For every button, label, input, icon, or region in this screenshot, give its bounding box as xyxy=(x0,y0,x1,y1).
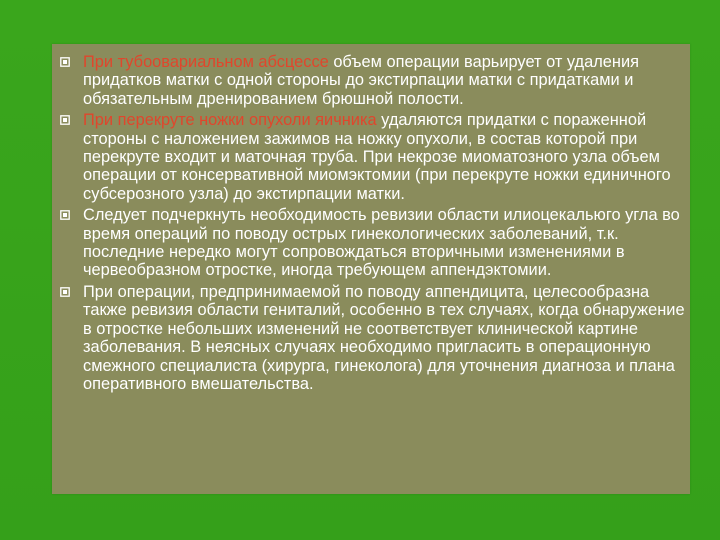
bullet-3-text: Следует подчеркнуть необходимость ревизии области илиоцекальюго угла во время операций по поводу острых гинекологических заболеваний, т.к. последние нередко могут сопровождаться вторичными изменениями в червеобразном отростке, иногда требующем аппендэктомии. xyxy=(83,206,680,280)
bullet-list xyxy=(60,53,686,396)
bullet-4-text: При операции, предпринимаемой по поводу аппендицита, целесообразна также ревизия области гениталий, особенно в тех случаях, когда обнаружение в отростке небольших изменений не соответствует клинической картине заболевания. В неясных случаях необходимо пригласить в операционную смежного специалиста (хирурга, гинеколога) для уточнения диагноза и плана оперативного вмешательства. xyxy=(83,282,685,393)
square-bullet-icon xyxy=(60,115,70,125)
bullet-1-text: объем операции варьирует от удаления придатков матки с одной стороны до экстирпации матки с придатками и обязательным дренированием брюшной полости. xyxy=(83,53,639,108)
bullet-2-highlight: При перекруте ножки опухоли яичника xyxy=(83,111,377,130)
square-bullet-icon xyxy=(60,57,70,67)
bullet-item-4 xyxy=(60,283,686,393)
bullet-1-highlight: При тубоовариальном абсцессе xyxy=(83,53,329,71)
bullet-item-1 xyxy=(60,53,686,108)
bullet-item-2 xyxy=(60,111,686,203)
bullet-item-3 xyxy=(60,206,686,280)
square-bullet-icon xyxy=(60,287,70,297)
bullet-2-text: удаляются придатки с пораженной стороны с наложением зажимов на ножку опухоли, в состав которой при перекруте входит и маточная труба. При некрозе миоматозного узла объем операции от консервативной миомэктомии (при перекруте ножки единичного субсерозного узла) до экстирпации матки. xyxy=(83,111,671,203)
square-bullet-icon xyxy=(60,210,70,220)
